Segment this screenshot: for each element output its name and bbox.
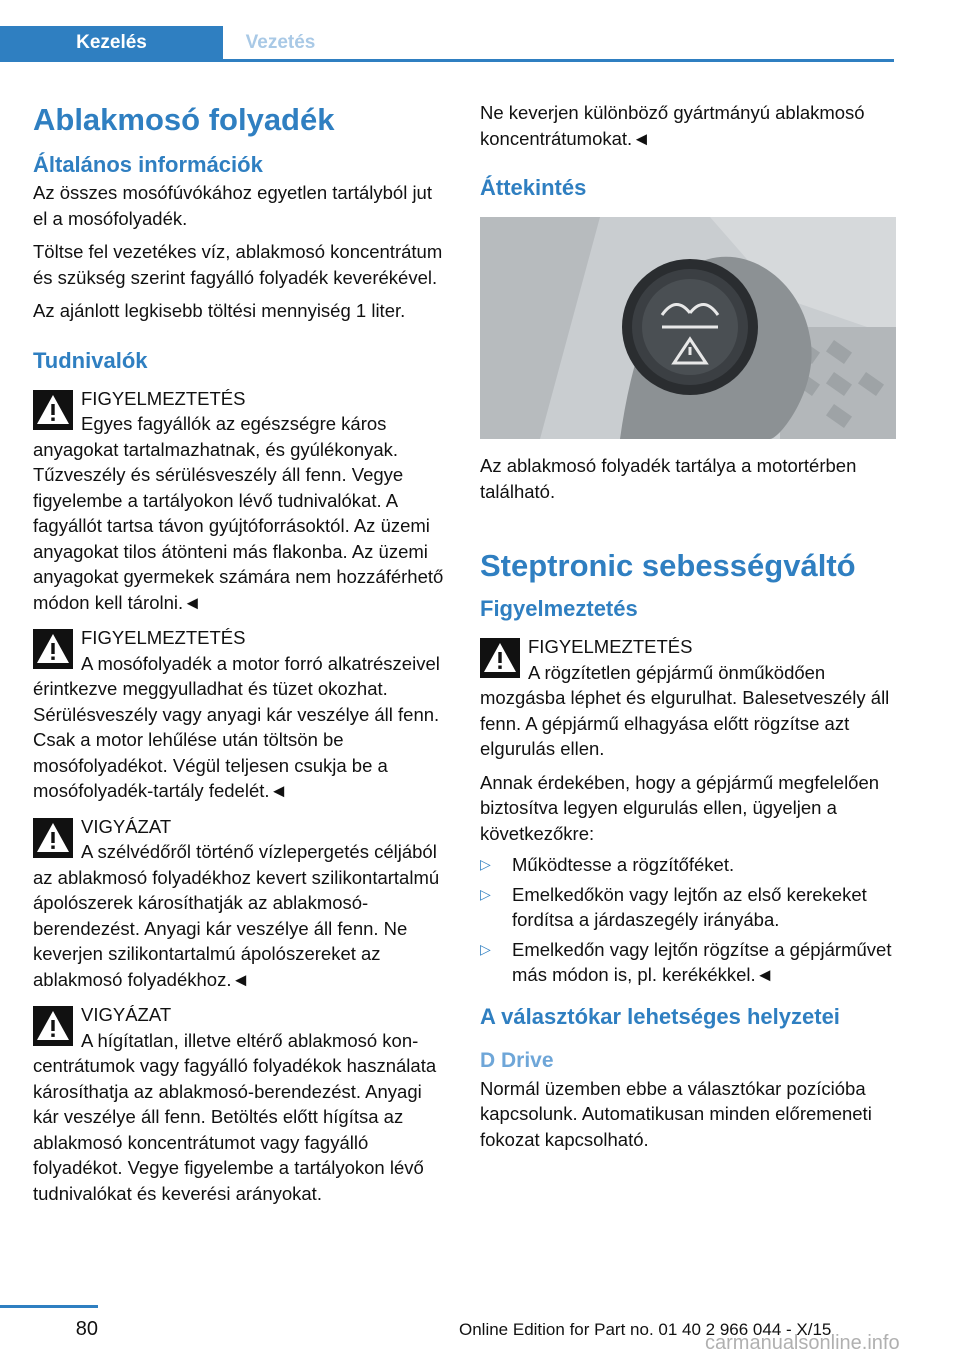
tab-underline: [0, 59, 894, 62]
bullet-triangle-icon: ▷: [480, 856, 491, 872]
securing-paragraph: Annak érdekében, hogy a gépjármű megfelelően biztosítva legyen elgurulás ellen, ügyeljen a következőkre:: [480, 771, 880, 844]
warning-title: FIGYELMEZTETÉS: [81, 387, 246, 409]
footer-rule: [0, 1305, 98, 1308]
warning-triangle-icon: [33, 818, 73, 858]
warning-triangle-icon: [33, 390, 73, 430]
caution-block: [33, 1002, 449, 1206]
caution-text: A szélvédőről történő vízlepergetés céljából az ablakmosó folyadékhoz kevert szilikontartalmú ápolószerek károsíthatják az ablakmosó-berendezést. Anyagi kár veszélye áll fenn. Ne keverjen szilikontartalmú ápolószereket az ablakmosó folyadékhoz.◄: [33, 841, 440, 990]
list-item: ▷ Emelkedőkön vagy lejtőn az első kerekeket fordítsa a járdaszegély irányába.: [480, 883, 867, 930]
caution-title: VIGYÁZAT: [81, 1004, 172, 1025]
warning-text: A rögzítetlen gépjármű önműködően mozgásba léphet és elgurulhat. Balesetveszély áll fenn. A gépjármű elhagyása előtt rögzítse azt elgurulás ellen.: [480, 661, 890, 759]
general-paragraph-3: Az ajánlott legkisebb töltési mennyiség 1 liter.: [33, 300, 406, 321]
warning-block: [33, 625, 449, 804]
bullet-triangle-icon: ▷: [480, 940, 491, 957]
warning-triangle-icon: [33, 629, 73, 669]
intro-paragraph: Ne keverjen különböző gyártmányú ablakmosó koncentrátumokat.◄: [480, 102, 865, 149]
warning-block: [480, 634, 896, 762]
edition-note: Online Edition for Part no. 01 40 2 966 044 - X/15: [459, 1320, 832, 1339]
photo-caption: Az ablakmosó folyadék tartálya a motortérben található.: [480, 455, 857, 502]
general-paragraph-2: Töltse fel vezetékes víz, ablakmosó koncentrátum és szükség szerint fagyálló folyadék keverékével.: [33, 241, 443, 288]
warning-triangle-icon: [33, 1006, 73, 1046]
warning-text: A mosófolyadék a motor forró alkatrészeivel érintkezve meggyulladhat és tüzet okozhat. Sérülésveszély vagy anyagi kár veszélye áll fenn. Csak a motor lehűlése után töltsön be mosófolyadékot. Végül teljesen csukja be a mosófolyadék-tartály fedelét.◄: [33, 652, 440, 801]
chapter-tabs: [0, 26, 894, 62]
d-drive-text: Normál üzemben ebbe a választókar pozícióba kapcsolunk. Automatikusan minden előremeneti fokozat kapcsolható.: [480, 1077, 872, 1150]
caution-text: A hígítatlan, illetve eltérő ablakmosó koncentrátumok vagy fagyálló folyadékok használata károsíthatja az ablakmosó-berendezést. Anyagi kár veszélye áll fenn. Betöltés előtt hígítsa az ablakmosó koncentrátumot vagy fagyálló folyadékot. Vegye figyelembe a tartályokon lévő tudnivalókat és keverési arányokat.: [33, 1029, 437, 1204]
general-paragraph-1: Az összes mosófúvókához egyetlen tartályból jut el a mosófolyadék.: [33, 182, 432, 229]
right-column: [480, 100, 896, 1152]
tab-kezeles[interactable]: Kezelés: [0, 26, 223, 59]
caution-title: VIGYÁZAT: [81, 815, 172, 837]
d-drive-heading: D Drive: [480, 1048, 554, 1072]
watermark: carmanualsonline.info: [705, 1332, 900, 1354]
tab-vezetes[interactable]: Vezetés: [245, 32, 316, 53]
washer-fluid-reservoir-photo: [480, 217, 896, 439]
warning-text: Egyes fagyállók az egészségre káros anyagokat tartalmazhatnak, és gyúlékonyak. Tűzveszély és sérülésveszély áll fenn. Vegye figyelembe a tartályokon lévő tudnivalókat. A fagyállót tartsa távon gyújtóforrásoktól. Az üzemi anyagokat tilos átönteni más flakonba. Az üzemi anyagokat gyermekek számára nem hozzáférhető módon kell tárolni.◄: [33, 413, 444, 613]
warning-heading: Figyelmeztetés: [480, 596, 638, 621]
left-column: [33, 100, 449, 1206]
section-title-steptronic: Steptronic sebességváltó: [480, 548, 856, 583]
selector-positions-heading: A választókar lehetséges helyzetei: [480, 1003, 840, 1029]
warning-block: [33, 386, 449, 616]
securing-list: [480, 852, 896, 988]
list-item: ▷ Működtesse a rögzítőféket.: [480, 852, 896, 878]
warning-triangle-icon: [480, 638, 520, 678]
bullet-triangle-icon: ▷: [480, 885, 491, 902]
list-item: ▷ Emelkedőn vagy lejtőn rögzítse a gépjárművet más módon is, pl. kerékékkel.◄: [480, 938, 892, 985]
general-info-heading: Általános információk: [33, 152, 263, 177]
warning-title: FIGYELMEZTETÉS: [81, 627, 246, 648]
page-number: 80: [75, 1318, 98, 1340]
warning-title: FIGYELMEZTETÉS: [528, 636, 693, 657]
caution-block: [33, 814, 449, 993]
section-title-washer-fluid: Ablakmosó folyadék: [33, 102, 335, 137]
overview-heading: Áttekintés: [480, 175, 587, 200]
notes-heading: Tudnivalók: [33, 347, 148, 373]
